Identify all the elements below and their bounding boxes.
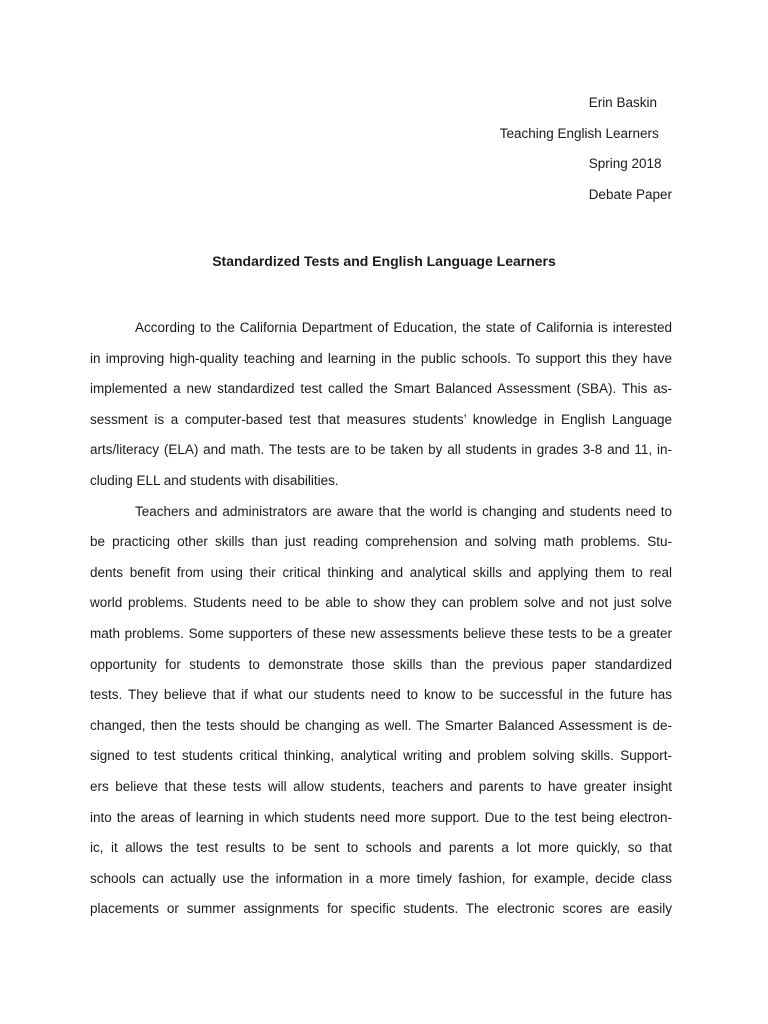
body-text — [90, 313, 672, 925]
document-title: Standardized Tests and English Language Learners — [212, 253, 556, 269]
body-line: world problems. Students need to be able to show they can problem solve and not just solve — [90, 595, 672, 611]
body-line: According to the California Department of Education, the state of California is interested — [135, 320, 672, 335]
body-line: ic, it allows the test results to be sent to schools and parents a lot more quickly, so that — [90, 840, 672, 856]
body-line: changed, then the tests should be changing as well. The Smarter Balanced Assessment is de- — [90, 717, 672, 733]
body-line: in improving high-quality teaching and learning in the public schools. To support this they have — [90, 350, 672, 366]
body-line: Teachers and administrators are aware that the world is changing and students need to — [135, 503, 672, 519]
body-line: be practicing other skills than just reading comprehension and solving math problems. Stu- — [90, 534, 672, 550]
body-line: opportunity for students to demonstrate those skills than the previous paper standardized — [90, 656, 672, 672]
body-line: math problems. Some supporters of these new assessments believe these tests to be a greater — [90, 625, 672, 641]
body-line: tests. They believe that if what our students need to know to be successful in the future has — [90, 687, 672, 703]
body-line: arts/literacy (ELA) and math. The tests are to be taken by all students in grades 3-8 and 11, in- — [90, 442, 672, 458]
body-line: dents benefit from using their critical thinking and analytical skills and applying them to real — [90, 564, 672, 580]
author-name: Erin Baskin — [588, 95, 657, 110]
body-line: placements or summer assignments for specific students. The electronic scores are easily — [90, 901, 672, 917]
body-line: implemented a new standardized test called the Smart Balanced Assessment (SBA). This as- — [90, 381, 672, 397]
assignment-type: Debate Paper — [588, 186, 672, 202]
body-line: cluding ELL and students with disabilities. — [90, 472, 339, 488]
term: Spring 2018 — [588, 156, 662, 172]
header-block — [500, 88, 672, 210]
body-line: signed to test students critical thinking, analytical writing and problem solving skills. Support- — [90, 748, 672, 764]
course-name: Teaching English Learners — [499, 125, 659, 141]
body-line: into the areas of learning in which students need more support. Due to the test being electron- — [90, 809, 672, 825]
body-line: schools can actually use the information in a more timely fashion, for example, decide class — [90, 870, 672, 886]
body-line: ers believe that these tests will allow students, teachers and parents to have greater insight — [90, 778, 672, 794]
body-line: sessment is a computer-based test that measures students’ knowledge in English Language — [90, 411, 672, 427]
